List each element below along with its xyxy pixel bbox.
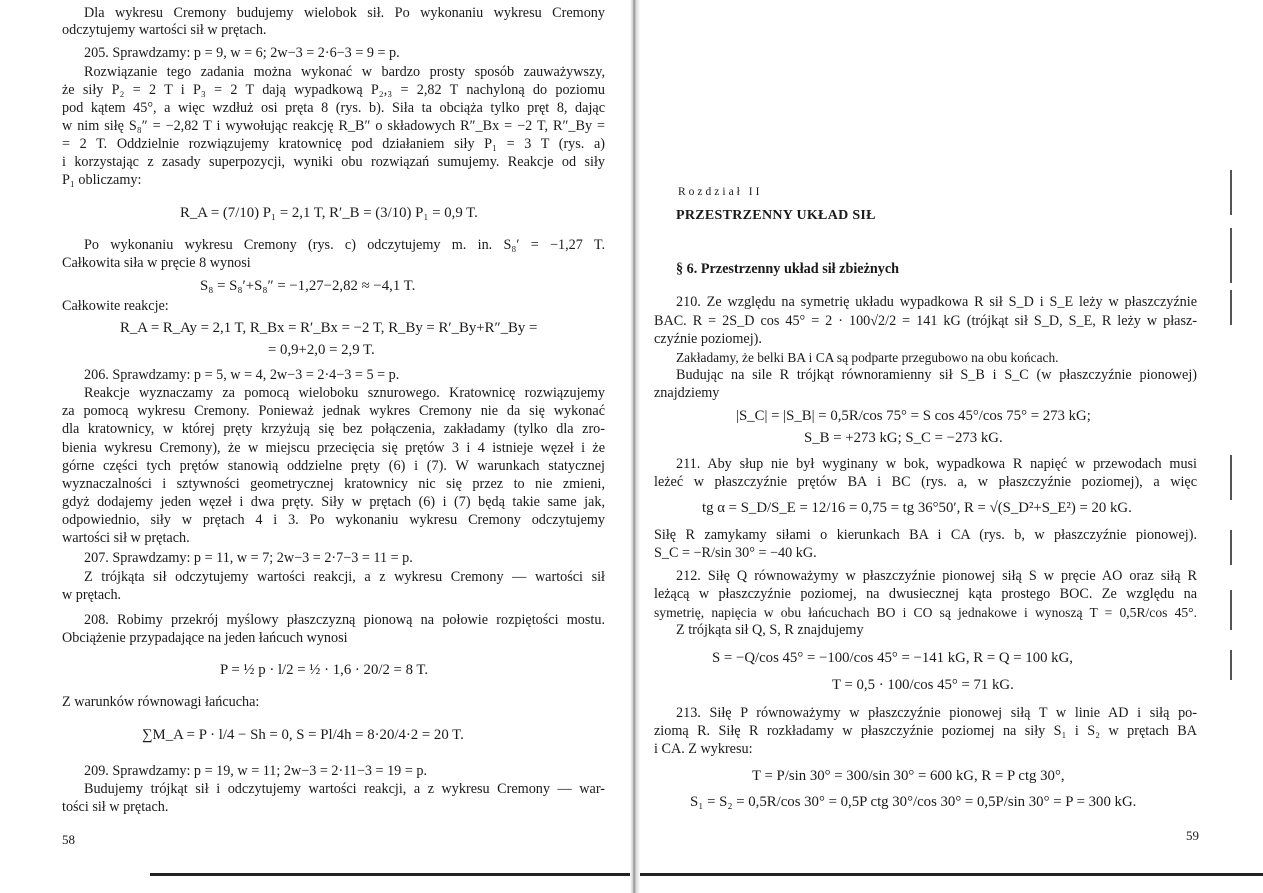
left-page (0, 0, 630, 893)
scan-edge-mark (1230, 290, 1232, 325)
equation: ∑M_A = P · l/4 − Sh = 0, S = Pl/4h = 8·20/4·2 = 20 T. (142, 727, 464, 743)
problem-209-heading: 209. Sprawdzamy: p = 19, w = 11; 2w−3 = 2·11−3 = 19 = p. (84, 763, 428, 779)
scan-edge-mark (1230, 650, 1232, 680)
equation: T = P/sin 30° = 300/sin 30° = 600 kG, R = P ctg 30°, (752, 768, 1065, 784)
text-line: za pomocą wykresu Cremony. Ponieważ jednak wykres Cremony nie da się wykonać (62, 403, 605, 419)
equation: S₈ = S₈′+S₈″ = −1,27−2,82 ≈ −4,1 T. (200, 278, 416, 294)
equation: R_A = R_Ay = 2,1 T, R_Bx = R′_Bx = −2 T, R_By = R′_By+R″_By = (120, 320, 538, 336)
text-line: Budujemy trójkąt sił i odczytujemy wartości reakcji, a z wykresu Cremony — war- (84, 781, 605, 797)
text-line: P₁ obliczamy: (62, 172, 142, 188)
equation: S_B = +273 kG; S_C = −273 kG. (804, 430, 1003, 446)
scan-edge-mark (1230, 455, 1232, 500)
text-line: znajdziemy (654, 385, 720, 401)
text-line: ziomą R. Siłę R rozkładamy w płaszczyźnie poziomej na siły S₁ i S₂ w prętach BA (654, 723, 1197, 739)
text-line: Reakcje wyznaczamy za pomocą wieloboku sznurowego. Kratownicę rozwiązujemy (84, 385, 605, 401)
right-page (640, 0, 1263, 893)
equation: = 0,9+2,0 = 2,9 T. (268, 342, 375, 358)
equation: R_A = (7/10) P₁ = 2,1 T, R′_B = (3/10) P₁ = 0,9 T. (180, 205, 478, 221)
text-line: i CA. Z wykresu: (654, 741, 753, 757)
scan-edge-mark (1230, 590, 1232, 630)
text-line: Dla wykresu Cremony budujemy wielobok sił. Po wykonaniu wykresu Cremony (84, 5, 605, 21)
text-line: leżeć w płaszczyźnie prętów BA i BC (rys. a, w płaszczyźnie poziomej), a więc (654, 474, 1197, 490)
text-line: leżącą w płaszczyźnie poziomej, na dwusiecznej kąta prostego BOC. Ze względu na (654, 586, 1197, 602)
page-number: 59 (1186, 828, 1199, 843)
scan-edge-mark (1230, 530, 1232, 565)
problem-210-heading: 210. Ze względu na symetrię układu wypadkowa R sił S_D i S_E leży w płaszczyźnie (676, 294, 1197, 310)
scan-edge-mark (1230, 170, 1232, 215)
equation: tg α = S_D/S_E = 12/16 = 0,75 = tg 36°50′, R = √(S_D²+S_E²) = 20 kG. (702, 500, 1132, 516)
equation: T = 0,5 · 100/cos 45° = 71 kG. (832, 677, 1014, 693)
equation: |S_C| = |S_B| = 0,5R/cos 75° = S cos 45°/cos 75° = 273 kG; (736, 408, 1091, 424)
text-line: Budując na sile R trójkąt równoramienny sił S_B i S_C (w płaszczyźnie pionowej) (676, 367, 1197, 383)
text-line: tości sił w prętach. (62, 799, 169, 815)
text-line: Siłę R zamykamy siłami o kierunkach BA i CA (rys. b, w płaszczyźnie pionowej). (654, 527, 1197, 543)
text-line: bienia wykresu Cremony), że w miejscu przecięcia się prętów 3 i 4 istnieje węzeł i że (62, 440, 605, 456)
problem-208-heading: 208. Robimy przekrój myślowy płaszczyzną pionową na połowie rozpiętości mostu. (84, 612, 605, 628)
problem-213-heading: 213. Siłę P równoważymy w płaszczyźnie pionowej siłą T w linie AD i siłą po- (676, 705, 1197, 721)
text-line: odpowiednio, siły w prętach 4 i 3. Po wykonaniu wykresu Cremony odczytujemy (62, 512, 605, 528)
chapter-title: PRZESTRZENNY UKŁAD SIŁ (676, 208, 876, 223)
text-line: Po wykonaniu wykresu Cremony (rys. c) odczytujemy m. in. S₈′ = −1,27 T. (84, 237, 605, 253)
text-line: wyznaczalności i sztywności geometrycznej kratownicy nic się przez to nie zmieni, (62, 476, 605, 492)
problem-211-heading: 211. Aby słup nie był wyginany w bok, wypadkowa R napięć w przewodach musi (676, 456, 1197, 472)
equation: S₁ = S₂ = 0,5R/cos 30° = 0,5P ctg 30°/cos 30° = 0,5P/sin 30° = P = 300 kG. (690, 794, 1137, 810)
scan-edge-line (150, 873, 630, 876)
text-line: symetrię, napięcia w obu łańcuchach BO i CO są jednakowe i wynoszą T = 0,5R/cos 45°. (654, 605, 1197, 620)
text-line: górne części tych prętów stanowią oddzielne pręty (6) i (7). W warunkach statycznej (62, 458, 605, 474)
chapter-label: Rozdział II (678, 186, 763, 198)
equation: S = −Q/cos 45° = −100/cos 45° = −141 kG, R = Q = 100 kG, (712, 650, 1073, 666)
text-line: i korzystając z zasady superpozycji, wyniki obu rozwiązań sumujemy. Reakcje od siły (62, 154, 605, 170)
book-gutter (630, 0, 640, 893)
text-line: = 2 T. Oddzielnie rozwiązujemy kratownicę pod działaniem siły P₁ = 3 T (rys. a) (62, 136, 605, 152)
text-line: S_C = −R/sin 30° = −40 kG. (654, 545, 817, 561)
text-line: wartości sił w prętach. (62, 530, 190, 546)
text-line: Z warunków równowagi łańcucha: (62, 694, 260, 710)
scan-edge-line (640, 873, 1263, 876)
section-title: § 6. Przestrzenny układ sił zbieżnych (676, 261, 900, 277)
problem-207-heading: 207. Sprawdzamy: p = 11, w = 7; 2w−3 = 2·7−3 = 11 = p. (84, 550, 413, 566)
text-line: Całkowita siła w pręcie 8 wynosi (62, 255, 251, 271)
text-line: Z trójkąta sił Q, S, R znajdujemy (676, 622, 864, 638)
text-line: Obciążenie przypadające na jeden łańcuch wynosi (62, 630, 348, 646)
text-line: że siły P₂ = 2 T i P₃ = 2 T dają wypadkową P₂,₃ = 2,82 T nachyloną do poziomu (62, 82, 605, 98)
text-line: BAC. R = 2S_D cos 45° = 2 · 100√2/2 = 141 kG (trójkąt sił S_D, S_E, R leży w płasz- (654, 313, 1197, 329)
problem-206-heading: 206. Sprawdzamy: p = 5, w = 4, 2w−3 = 2·4−3 = 5 = p. (84, 367, 400, 383)
text-line: gdyż dodajemy jeden węzeł i dwa pręty. Siły w prętach (6) i (7) będą takie same jak, (62, 494, 605, 510)
text-line: Całkowite reakcje: (62, 298, 169, 314)
text-line: Rozwiązanie tego zadania można wykonać w bardzo prosty sposób zauważywszy, (84, 64, 605, 80)
scan-edge-mark (1230, 228, 1232, 283)
equation: P = ½ p · l/2 = ½ · 1,6 · 20/2 = 8 T. (220, 662, 429, 678)
problem-212-heading: 212. Siłę Q równoważymy w płaszczyźnie pionowej siłą S w pręcie AO oraz siłą R (676, 568, 1197, 584)
text-line: pod kątem 45°, a więc wzdłuż osi pręta 8 (rys. b). Siła ta obciąża tylko pręt 8, dając (62, 100, 605, 116)
text-line: czyźnie poziomej). (654, 331, 762, 347)
text-line: w prętach. (62, 587, 122, 603)
text-line: odczytujemy wartości sił w prętach. (62, 22, 267, 38)
text-line: dla kratownicy, w której pręty krzyżują się bez połączenia, zakładamy (tylko dla zro- (62, 421, 605, 437)
text-line: Z trójkąta sił odczytujemy wartości reakcji, a z wykresu Cremony — wartości sił (84, 569, 605, 585)
text-line: w nim siłę S₈″ = −2,82 T i wywołując reakcję R_B″ o składowych R″_Bx = −2 T, R″_By = (62, 118, 605, 134)
page-number: 58 (62, 832, 75, 847)
problem-205-heading: 205. Sprawdzamy: p = 9, w = 6; 2w−3 = 2·6−3 = 9 = p. (84, 45, 400, 61)
text-line: Zakładamy, że belki BA i CA są podparte przegubowo na obu końcach. (676, 350, 1059, 365)
